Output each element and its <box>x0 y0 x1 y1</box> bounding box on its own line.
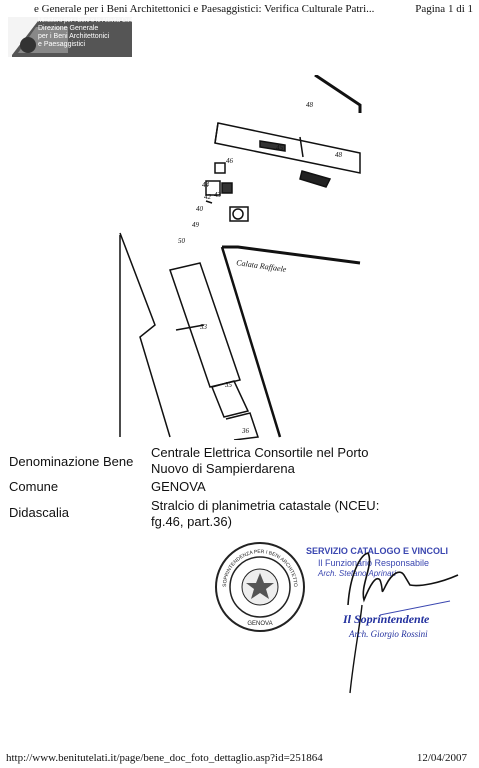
field-value-line: GENOVA <box>151 479 206 494</box>
ministry-logo <box>8 17 144 57</box>
field-label: Didascalia <box>9 505 69 520</box>
map-label: 35 <box>225 381 232 389</box>
map-label: 45 <box>276 144 283 152</box>
map-label: 36 <box>242 427 249 435</box>
stamp-sup-name: Arch. Giorgio Rossini <box>349 629 428 639</box>
map-label: 50 <box>178 237 185 245</box>
stamp-name: Arch. Stefano Aprinari <box>318 569 396 578</box>
stamp-role: Il Funzionario Responsabile <box>318 558 430 568</box>
map-label: 33 <box>200 323 207 331</box>
map-label: 42 <box>204 193 211 201</box>
logo-line: per i Beni Architettonici <box>38 33 110 40</box>
field-label: Comune <box>9 479 59 494</box>
map-street-label: Calata Raffaele <box>235 258 287 275</box>
map-label: 48 <box>306 101 313 109</box>
map-label: 40 <box>196 205 203 213</box>
field-value-line: fg.46, part.36) <box>151 514 232 529</box>
field-value-line: Centrale Elettrica Consortile nel Porto <box>151 445 369 460</box>
print-header-title: e Generale per i Beni Architettonici e Paesaggistici: Verifica Culturale Patri... <box>34 3 375 15</box>
map-label: 49 <box>192 221 199 229</box>
map-label: 48 <box>335 151 342 159</box>
print-footer-url: http://www.benitutelati.it/page/bene_doc_foto_dettaglio.asp?id=251864 <box>6 752 323 764</box>
map-label: 46 <box>226 157 233 165</box>
field-value-line: Nuovo di Sampierdarena <box>151 461 295 476</box>
logo-line: Ministero per i Beni e le Attività Culturali <box>38 18 144 24</box>
field-label: Denominazione Bene <box>9 454 134 469</box>
map-label: 43 <box>214 191 221 199</box>
print-header-page: Pagina 1 di 1 <box>415 3 473 15</box>
field-value-line: Stralcio di planimetria catastale (NCEU: <box>151 498 380 513</box>
seal-text: SOPRINTENDENZA PER I BENI ARCHITETTO <box>221 548 299 588</box>
map-label: 44 <box>202 181 209 189</box>
logo-line: Direzione Generale <box>38 25 99 32</box>
stamp-sup-title: Il Soprintendente <box>343 612 430 626</box>
stamp-office: SERVIZIO CATALOGO E VINCOLI <box>306 546 449 556</box>
official-seal <box>214 539 306 635</box>
logo-line: e Paesaggistici <box>38 41 86 48</box>
print-footer-date: 12/04/2007 <box>416 752 467 764</box>
cadastral-map <box>110 75 370 440</box>
seal-city: GENOVA <box>247 621 273 627</box>
